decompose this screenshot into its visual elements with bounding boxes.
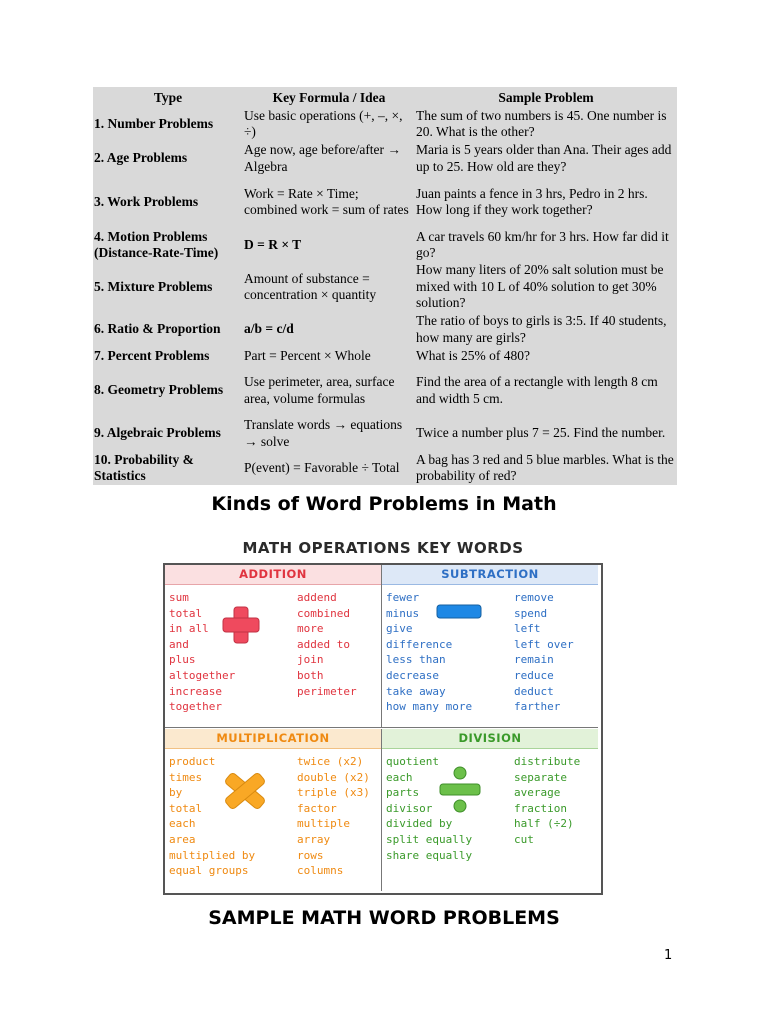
keyword: fraction — [514, 801, 567, 815]
formula-cell: a/b = c/d — [244, 321, 294, 337]
addition-label: ADDITION — [165, 565, 381, 585]
word-problems-table — [93, 87, 677, 485]
keyword: more — [297, 622, 324, 636]
multiplication-words-right — [297, 754, 370, 879]
keyword: left over — [514, 637, 574, 651]
header-type: Type — [153, 89, 183, 105]
sample-cell: A bag has 3 red and 5 blue marbles. What is the probability of red? — [416, 451, 674, 483]
type-cell: 5. Mixture Problems — [94, 278, 213, 294]
keyword: rows — [297, 848, 324, 862]
table-row — [93, 228, 677, 262]
sample-cell: The sum of two numbers is 45. One number is 20. What is the other? — [416, 107, 667, 139]
formula-cell: Translate words → equations → solve — [244, 417, 403, 449]
type-cell: 8. Geometry Problems — [94, 382, 224, 398]
keyword: fewer — [386, 591, 420, 604]
keyword: less than — [386, 653, 446, 667]
keyword: twice (x2) — [297, 755, 364, 768]
keyword: in all — [169, 622, 209, 636]
type-cell: 7. Percent Problems — [94, 347, 210, 363]
keyword: triple (x3) — [297, 786, 370, 800]
keyword: by — [169, 786, 183, 800]
sample-cell: The ratio of boys to girls is 3:5. If 40 students, how many are girls? — [416, 313, 667, 345]
keyword: share equally — [386, 848, 473, 862]
keyword: divisor — [386, 801, 433, 815]
table-header-row — [93, 87, 677, 107]
keyword: left — [514, 622, 541, 636]
type-cell: 9. Algebraic Problems — [94, 425, 221, 441]
poster-title: MATH OPERATIONS KEY WORDS — [242, 539, 524, 557]
header-formula: Key Formula / Idea — [272, 89, 386, 105]
type-cell: 10. Probability & Statistics — [94, 451, 194, 483]
division-label: DIVISION — [382, 729, 598, 749]
keyword: remove — [514, 591, 554, 604]
type-cell: 4. Motion Problems (Distance-Rate-Time) — [94, 228, 219, 260]
table-row — [93, 262, 677, 312]
type-cell: 2. Age Problems — [94, 150, 188, 166]
keyword: increase — [169, 684, 222, 698]
keyword: farther — [514, 700, 561, 714]
keyword: multiple — [297, 817, 350, 831]
keyword: and — [169, 637, 189, 651]
keyword: added to — [297, 637, 350, 651]
keyword: equal groups — [169, 864, 249, 878]
division-panel — [382, 729, 598, 891]
keyword: take away — [386, 684, 446, 698]
table-row — [93, 312, 677, 347]
keyword: average — [514, 786, 561, 800]
keyword: both — [297, 668, 324, 682]
type-cell: 3. Work Problems — [94, 193, 199, 209]
keyword: spend — [514, 606, 548, 620]
keyword: reduce — [514, 668, 554, 682]
type-cell: 6. Ratio & Proportion — [94, 321, 221, 337]
keyword: combined — [297, 606, 350, 620]
keyword: remain — [514, 653, 554, 667]
addition-panel — [165, 565, 382, 728]
formula-cell: Amount of substance = concentration × quantity — [244, 270, 377, 302]
keyword: array — [297, 832, 331, 846]
table-row — [93, 451, 677, 485]
multiplication-label: MULTIPLICATION — [165, 729, 381, 749]
keyword: how many more — [386, 700, 473, 714]
keyword: double (x2) — [297, 770, 370, 784]
keyword: each — [386, 770, 413, 784]
subtraction-panel — [382, 565, 598, 728]
sample-cell: Twice a number plus 7 = 25. Find the number. — [416, 425, 666, 441]
minus-icon — [436, 604, 482, 620]
type-cell: 1. Number Problems — [94, 115, 214, 131]
subtraction-words-right — [514, 590, 574, 715]
sample-cell: A car travels 60 km/hr for 3 hrs. How far did it go? — [416, 228, 669, 260]
keyword: quotient — [386, 755, 439, 768]
keyword: deduct — [514, 684, 554, 698]
keyword: area — [169, 832, 196, 846]
times-icon — [220, 769, 270, 813]
keyword: separate — [514, 770, 567, 784]
header-sample: Sample Problem — [498, 89, 594, 105]
keyword: plus — [169, 653, 196, 667]
plus-icon — [221, 605, 261, 645]
sample-cell: Maria is 5 years older than Ana. Their ages add up to 25. How old are they? — [416, 142, 672, 174]
key-words-poster — [163, 563, 603, 895]
multiplication-panel — [165, 729, 382, 891]
sample-cell: Find the area of a rectangle with length 8 cm and width 5 cm. — [416, 374, 658, 406]
subtraction-label: SUBTRACTION — [382, 565, 598, 585]
formula-cell: D = R × T — [244, 236, 302, 252]
keyword: times — [169, 770, 203, 784]
formula-cell: Use basic operations (+, –, ×, ÷) — [244, 107, 403, 139]
keyword: parts — [386, 786, 420, 800]
sample-cell: How many liters of 20% salt solution must be mixed with 10 L of 40% solution to get 30% solution? — [416, 262, 664, 311]
formula-cell: Age now, age before/after → Algebra — [244, 142, 401, 174]
keyword: give — [386, 622, 413, 636]
keyword: altogether — [169, 668, 236, 682]
keyword: difference — [386, 637, 453, 651]
formula-cell: Work = Rate × Time; combined work = sum of rates — [244, 185, 409, 217]
formula-cell: Part = Percent × Whole — [244, 347, 371, 363]
addition-words-right — [297, 590, 357, 699]
keyword: multiplied by — [169, 848, 256, 862]
formula-cell: P(event) = Favorable ÷ Total — [244, 459, 400, 475]
table-row — [93, 365, 677, 416]
keyword: total — [169, 606, 203, 620]
keyword: cut — [514, 832, 534, 846]
table-row — [93, 141, 677, 176]
table-row — [93, 107, 677, 141]
keyword: addend — [297, 591, 337, 604]
section-heading: SAMPLE MATH WORD PROBLEMS — [208, 907, 560, 929]
sample-cell: What is 25% of 480? — [416, 347, 530, 363]
page-number: 1 — [664, 948, 673, 963]
keyword: join — [297, 653, 324, 667]
keyword: sum — [169, 591, 189, 604]
keyword: factor — [297, 801, 337, 815]
keyword: split equally — [386, 832, 473, 846]
keyword: together — [169, 700, 222, 714]
table-row — [93, 416, 677, 451]
keyword: each — [169, 817, 196, 831]
keyword: columns — [297, 864, 344, 878]
table-row — [93, 347, 677, 365]
keyword: perimeter — [297, 684, 357, 698]
keyword: decrease — [386, 668, 439, 682]
keyword: half (÷2) — [514, 817, 574, 831]
formula-cell: Use perimeter, area, surface area, volume formulas — [244, 374, 395, 406]
table-row — [93, 176, 677, 228]
keyword: distribute — [514, 755, 581, 768]
keyword: minus — [386, 606, 420, 620]
section-heading: Kinds of Word Problems in Math — [211, 493, 557, 515]
keyword: total — [169, 801, 203, 815]
divide-icon — [438, 765, 482, 815]
sample-cell: Juan paints a fence in 3 hrs, Pedro in 2 hrs. How long if they work together? — [416, 185, 648, 217]
keyword: product — [169, 755, 216, 768]
keyword: divided by — [386, 817, 453, 831]
division-words-right — [514, 754, 580, 848]
